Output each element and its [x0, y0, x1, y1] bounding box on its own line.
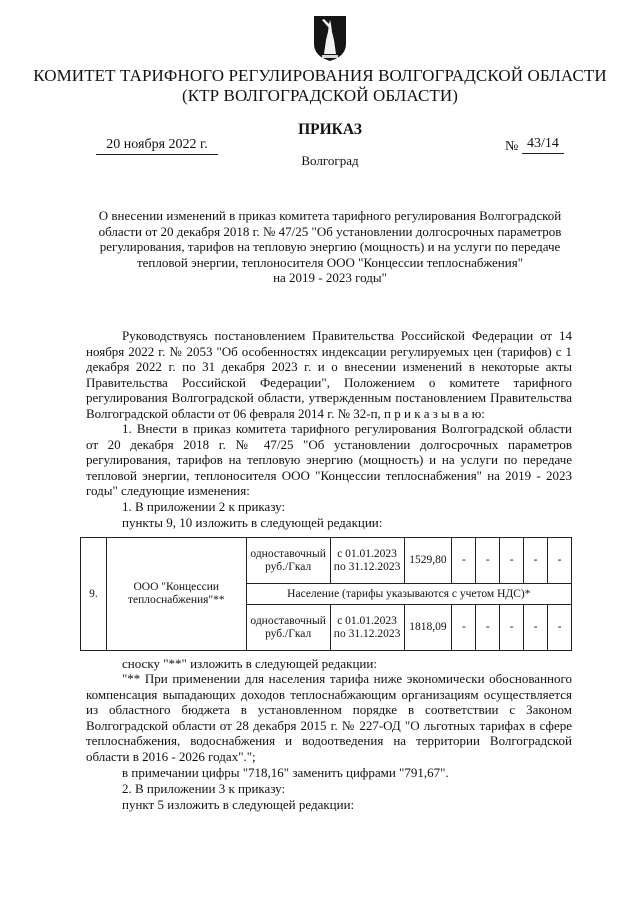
rate-type-cell: одноставочный руб./Гкал: [246, 605, 330, 651]
order-number-label: №: [505, 139, 519, 154]
organization-abbreviation: (КТР ВОЛГОГРАДСКОЙ ОБЛАСТИ): [181, 86, 459, 105]
population-note-cell: Население (тарифы указываются с учетом НДС)*: [246, 584, 571, 605]
period-cell: с 01.01.2023 по 31.12.2023: [330, 538, 404, 584]
empty-value-cell: -: [548, 605, 572, 651]
clause-1-1-instruction: пункты 9, 10 изложить в следующей редакции:: [122, 515, 383, 530]
subject-line: области от 20 декабря 2018 г. № 47/25 "Об установлении долгосрочных параметров: [98, 223, 562, 239]
order-subject: [90, 208, 570, 286]
clause-1-1: 1. В приложении 2 к приказу:: [122, 499, 286, 514]
organization-name: КОМИТЕТ ТАРИФНОГО РЕГУЛИРОВАНИЯ ВОЛГОГРАДСКОЙ ОБЛАСТИ: [33, 66, 607, 85]
period-cell: с 01.01.2023 по 31.12.2023: [330, 605, 404, 651]
tariff-value-cell: 1529,80: [404, 538, 452, 584]
subject-line: тепловой энергии, теплоносителя ООО "Концессии теплоснабжения": [136, 254, 524, 270]
clause-1-paragraph: 1. Внести в приказ комитета тарифного регулирования Волгоградской области от 20 декабря 2018 г. № 47/25 "Об установлении долгосрочных параметров регулирования, тарифов на тепловую энергию (мощность) и на услуги по передаче тепловой энергии, теплоносителя ООО "Концессии теплоснабжения" на 2019 - 2023 годы" следующие изменения:: [86, 421, 572, 499]
document-title: ПРИКАЗ: [298, 121, 362, 138]
row-number: 9.: [81, 538, 107, 651]
empty-value-cell: -: [476, 605, 500, 651]
footnote-text: "** При применении для населения тарифа ниже экономически обоснованного компенсация выпадающих доходов теплоснабжающим организациям осуществляется из областного бюджета в установленном порядке в соответствии с Законом Волгоградской области от 28 декабря 2015 г. № 227-ОД "О льготных тарифах в сфере теплоснабжения, водоснабжения и водоотведения на территории Волгоградской области в 2016 - 2026 годах".";: [86, 671, 572, 764]
empty-value-cell: -: [524, 605, 548, 651]
empty-value-cell: -: [548, 538, 572, 584]
order-number: 43/14: [522, 136, 564, 154]
organization-cell: ООО "Концессии теплоснабжения"**: [106, 538, 246, 651]
subject-line: О внесении изменений в приказ комитета тарифного регулирования Волгоградской: [98, 208, 562, 223]
footnote-intro: сноску "**" изложить в следующей редакции:: [122, 656, 377, 671]
rate-type-cell: одноставочный руб./Гкал: [246, 538, 330, 584]
empty-value-cell: -: [452, 538, 476, 584]
coat-of-arms-emblem: [312, 14, 348, 62]
preamble-paragraph: Руководствуясь постановлением Правительства Российской Федерации от 14 ноября 2022 г. № 2053 "Об особенностях индексации регулируемых цен (тарифов) с 1 декабря 2022 г. по 31 декабря 2023 г. и о внесении изменений в некоторые акты Правительства Российской Федерации", Положением о комитете тарифного регулирования Волгоградской области, утвержденным постановлением Правительства Волгоградской области от 06 февраля 2014 г. № 32-п, п р и к а з ы в а ю:: [86, 328, 572, 421]
clause-1-2: 2. В приложении 3 к приказу:: [122, 781, 286, 796]
subject-line: регулирования, тарифов на тепловую энергию (мощность) и на услуги по передаче: [99, 239, 561, 254]
empty-value-cell: -: [500, 538, 524, 584]
subject-line: на 2019 - 2023 годы": [273, 270, 387, 285]
empty-value-cell: -: [500, 605, 524, 651]
empty-value-cell: -: [524, 538, 548, 584]
city: Волгоград: [301, 153, 359, 168]
tariff-table: [80, 537, 572, 651]
note-change: в примечании цифры "718,16" заменить цифрами "791,67".: [122, 765, 449, 780]
empty-value-cell: -: [476, 538, 500, 584]
empty-value-cell: -: [452, 605, 476, 651]
table-row: [81, 538, 572, 584]
tariff-value-cell: 1818,09: [404, 605, 452, 651]
clause-1-2-instruction: пункт 5 изложить в следующей редакции:: [122, 797, 355, 812]
order-date: 20 ноября 2022 г.: [96, 137, 218, 155]
